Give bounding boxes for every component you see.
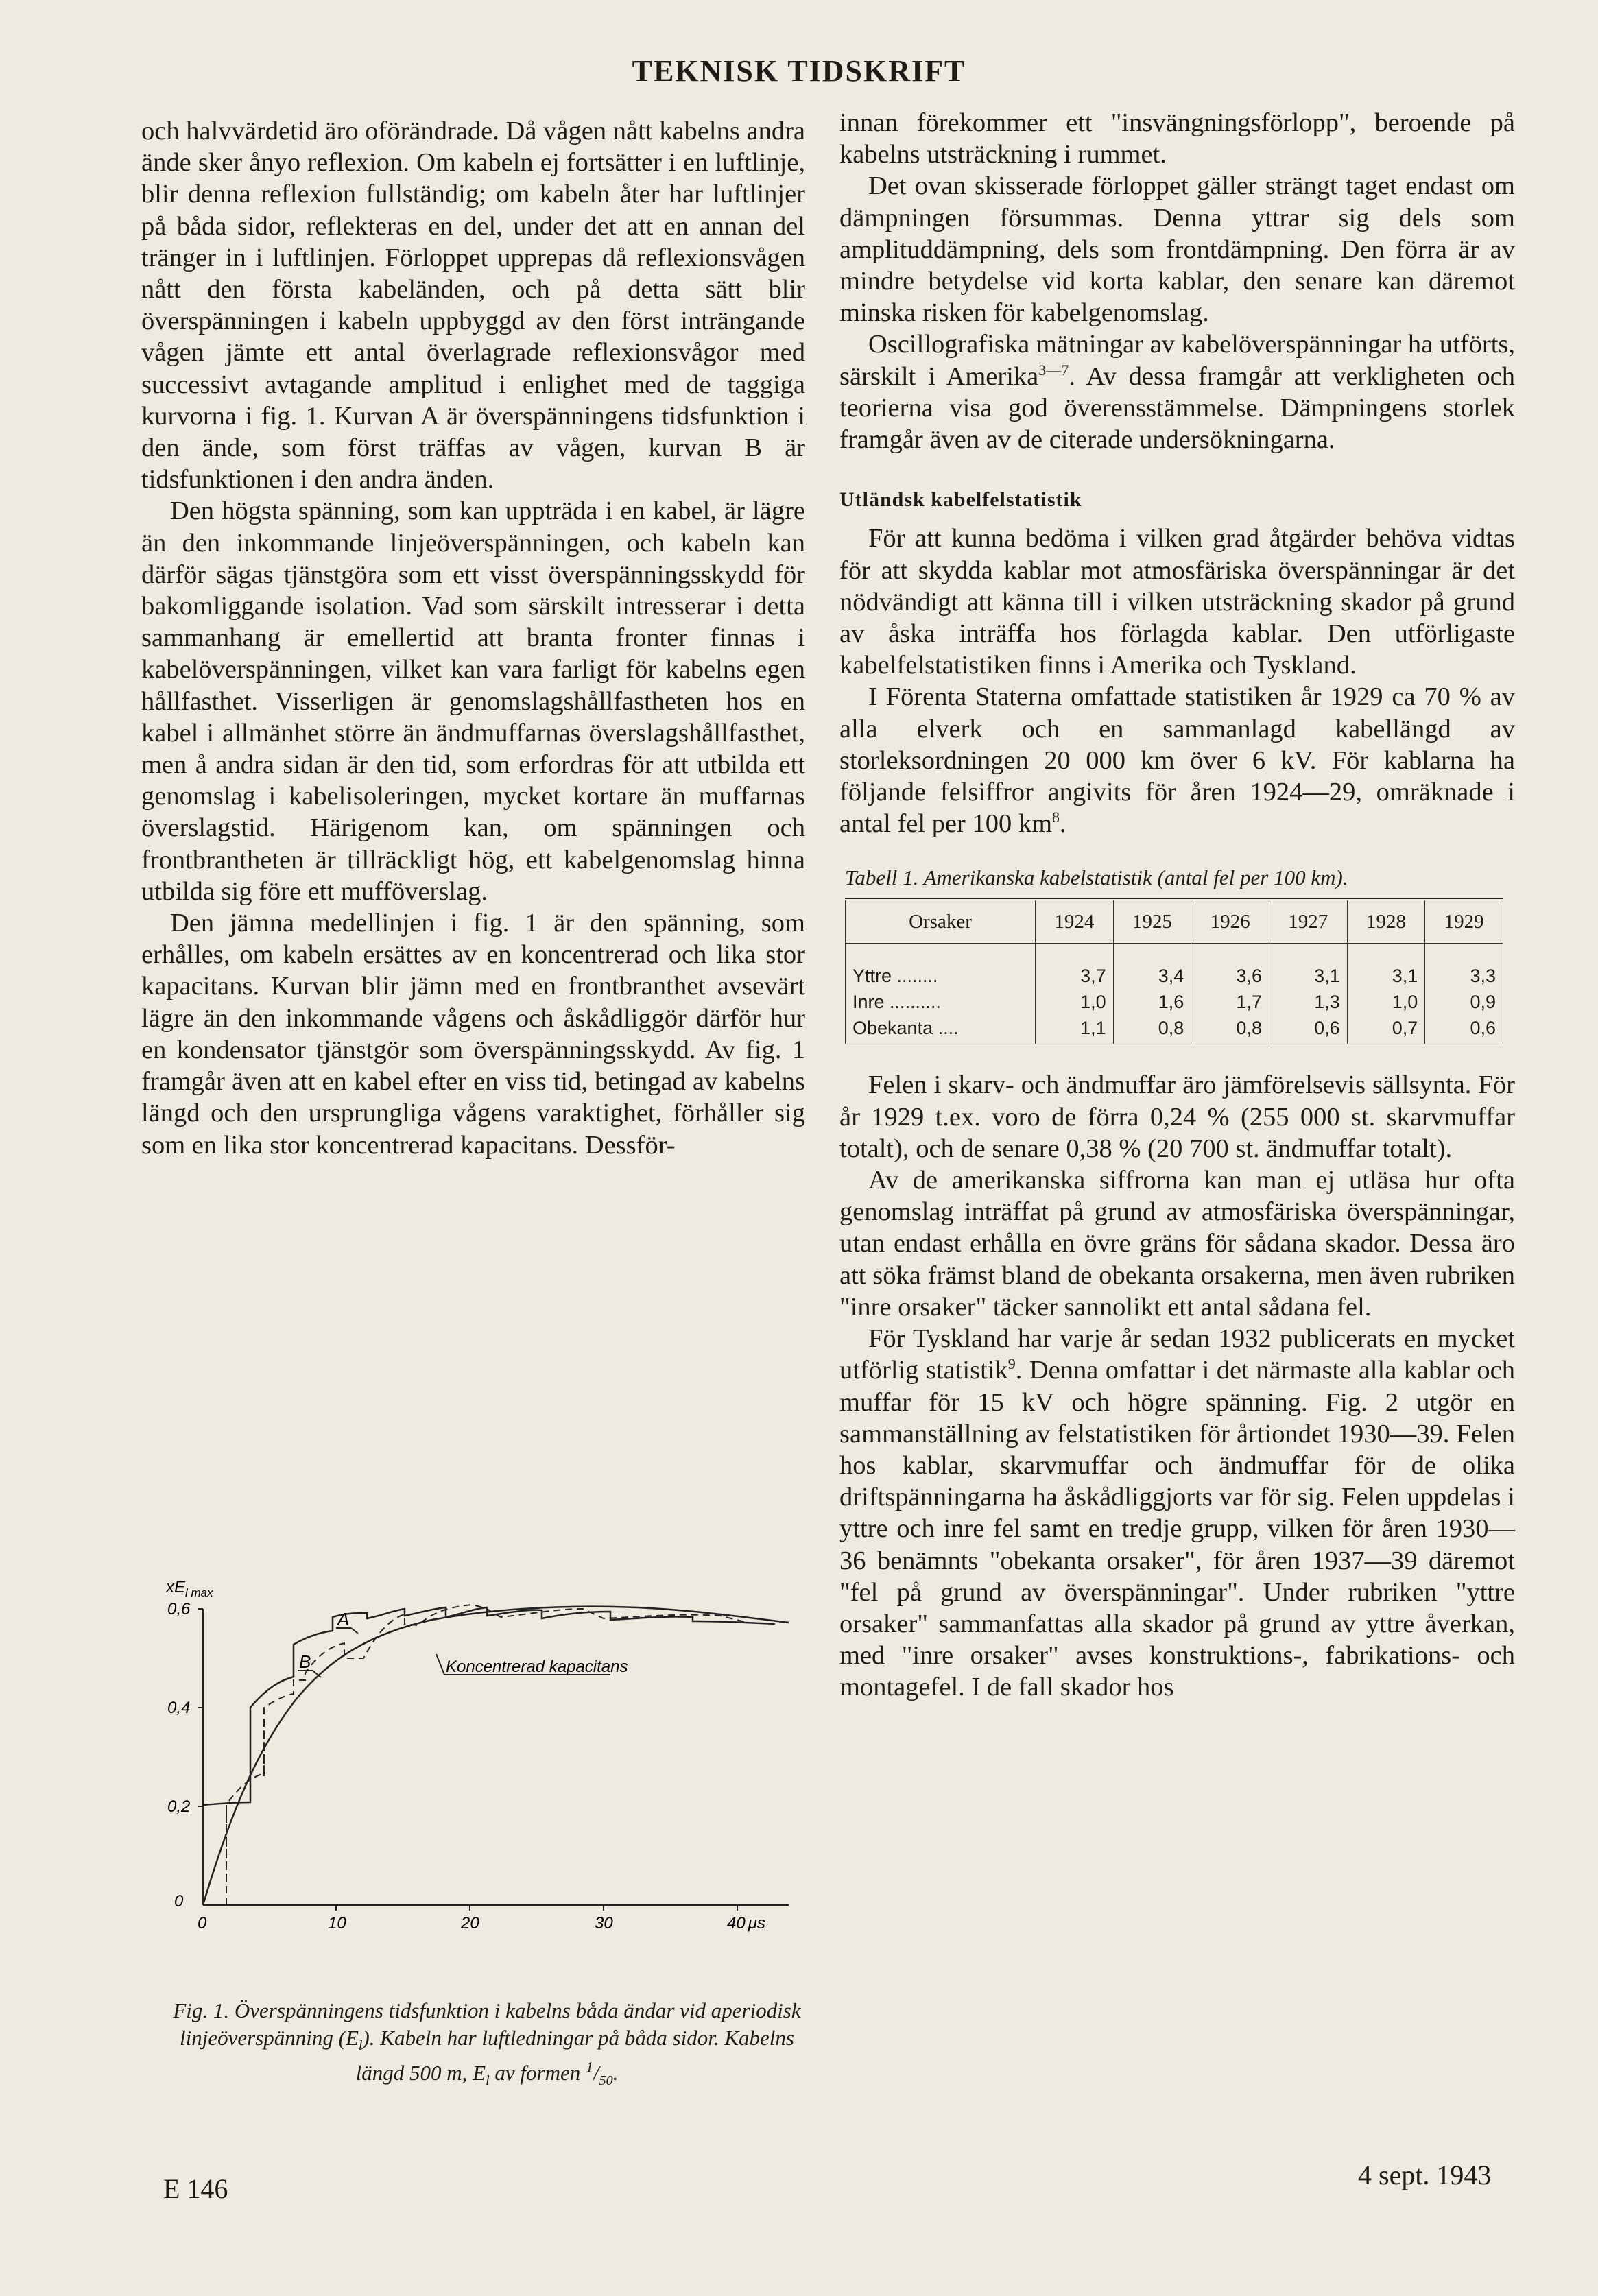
right-paragraph-2: Det ovan skisserade förloppet gäller strängt taget endast om dämpningen försummas. Denna yttrar sig dels som amplituddämpning, dels som frontdämpning. Den förra är av mindre betydelse vid korta kablar, den senare kan däremot minska risken för kabelgenomslag. (839, 171, 1515, 328)
x-tick-label: 0 (198, 1914, 207, 1933)
table-cell: 0,8 (1113, 1015, 1191, 1044)
table-cell: 0,7 (1347, 1015, 1425, 1044)
right-paragraph-4: För att kunna bedöma i vilken grad åtgärder behöva vidtas för att skydda kablar mot atmosfäriska överspänningar är det nödvändigt att känna till i vilken utsträckning skador på grund av åska inträffa hos förlagda kablar. Den utförligaste kabelfelstatistiken finns i Amerika och Tyskland. (839, 524, 1515, 680)
table-cell: Yttre ........ (846, 944, 1036, 990)
curve-A (203, 1607, 775, 1905)
table-header: 1926 (1191, 900, 1269, 944)
right-paragraph-3: Oscillografiska mätningar av kabelöverspänningar ha utförts, särskilt i Amerika$^{3—7}$. Av dessa framgår att verkligheten och teorierna visa god överensstämmelse. Dämpningens storlek framgår även av de citerade undersökningarna. (839, 330, 1515, 455)
table-cell: 3,6 (1191, 944, 1269, 990)
table-header: 1928 (1347, 900, 1425, 944)
concentrated-capacitance-curve (203, 1607, 789, 1905)
y-tick-label: 0,6 (167, 1600, 191, 1618)
issue-date: 4 sept. 1943 (1358, 2160, 1492, 2190)
right-paragraph-7: Av de amerikanska siffrorna kan man ej utläsa hur ofta genomslag inträffat på grund av atmosfäriska överspänningar, utan endast erhålla en övre gräns för sådana skador. Dessa äro att söka främst bland de obekanta orsakerna, men även rubriken "inre orsaker" täcker sannolikt ett antal sådana fel. (839, 1166, 1515, 1322)
right-paragraph-5: I Förenta Staterna omfattade statistiken år 1929 ca 70 % av alla elverk och en sammanlagd kabellängd av storleksordningen 20 000 km över 6 kV. För kablarna ha följande felsiffror angivits för åren 1924—29, omräknade i antal fel per 100 $km^8$. (839, 682, 1515, 839)
table-cell: 3,4 (1113, 944, 1191, 990)
table-cell: Obekanta .... (846, 1015, 1036, 1044)
y-tick-label: 0,2 (167, 1797, 191, 1816)
right-column (839, 107, 1515, 1703)
table-cell: 0,9 (1425, 989, 1503, 1015)
table-cell: 3,1 (1347, 944, 1425, 990)
left-column (141, 115, 805, 1161)
table-cell: 3,3 (1425, 944, 1503, 990)
left-paragraph-2: Den högsta spänning, som kan uppträda i en kabel, är lägre än den inkommande linjeöverspänningen, och kabeln kan därför sägas tjänstgöra som ett visst överspänningsskydd för bakomliggande isolation. Vad som särskilt intresserar i detta sammanhang är emellertid att branta fronter finnas i kabelöverspänningen, vilket kan vara farligt för kabelns egen hållfasthet. Visserligen är genomslagshållfastheten hos en kabel i allmänhet större än ändmuffarnas överslagshållfasthet, men å andra sidan är den tid, som erfordras för att utbilda ett genomslag i kabelisoleringen, mycket kortare än muffarnas överslagstid. Härigenom kan, om spänningen och frontbrantheten är tillräckligt hög, ett kabelgenomslag hinna utbilda sig före ett mufföverslag. (141, 497, 805, 906)
table-cell: 1,7 (1191, 989, 1269, 1015)
table-row (846, 1015, 1503, 1044)
table-header: 1924 (1036, 900, 1114, 944)
table-header-row (846, 900, 1503, 944)
label-concentrated-capacitance: Koncentrerad kapacitans (446, 1658, 628, 1676)
statistics-table (845, 898, 1503, 1044)
figure-1-plot (158, 1577, 830, 1961)
table-cell: 1,0 (1347, 989, 1425, 1015)
y-tick-label: 0,4 (167, 1699, 191, 1717)
table-cell: 3,7 (1036, 944, 1114, 990)
y-tick-label: 0 (174, 1892, 184, 1911)
figure-1-caption: Fig. 1. Överspänningens tidsfunktion i kabelns båda ändar vid aperiodisk linjeöverspänning $(E_l)$. Kabeln har luftledningar på båda sidor. Kabelns längd 500 m, $E_l$ av formen $^1/_{50}$. (173, 1998, 801, 2089)
table-header: 1925 (1113, 900, 1191, 944)
left-paragraph-1: och halvvärdetid äro oförändrade. Då vågen nått kabelns andra ände sker ånyo reflexion. Om kabeln ej fortsätter i en luftlinje, blir denna reflexion fullständig; om kabeln åter har luftlinjer på båda sidor, reflekteras en del, under det att en annan del tränger in i luftlinjen. Förloppet upprepas då reflexionsvågen nått den första kabeländen, och på detta sätt blir överspänningen i kabeln uppbyggd av den först inträngande vågen jämte ett antal överlagrade reflexionsvågor med successivt avtagande amplitud i enlighet med de taggiga kurvorna i fig. 1. Kurvan A är överspänningens tidsfunktion i den ände, som först träffas av vågen, kurvan B är tidsfunktionen i den andra änden. (141, 117, 805, 494)
x-tick-label: 10 (328, 1914, 346, 1933)
right-paragraph-8: För Tyskland har varje år sedan 1932 publicerats en mycket utförlig statistik$^9$. Denna omfattar i det närmaste alla kablar och muffar för 15 kV och högre spänning. Fig. 2 utgör en sammanställning av felstatistiken för årtiondet 1930—39. Felen hos kablar, skarvmuffar och ändmuffar för de olika driftspänningarna ha åskådliggjorts var för sig. Felen uppdelas i yttre och inre fel samt en tredje grupp, vilken för åren 1930—36 benämnts "obekanta orsaker", för åren 1937—39 däremot "fel på grund av överspänningar". Under rubriken "yttre orsaker" sammanfattas alla skador på grund av yttre åverkan, med "inre orsaker" avses konstruktions-, fabrikations- och montagefel. I de fall skador hos (839, 1324, 1515, 1702)
x-tick-label: 30 (595, 1914, 613, 1933)
section-heading: Utländsk kabelfelstatistik (839, 488, 1082, 512)
table-row (846, 989, 1503, 1015)
right-paragraph-1: innan förekommer ett "insvängningsförlopp", beroende på kabelns utsträckning i rummet. (839, 108, 1515, 169)
table-header: Orsaker (846, 900, 1036, 944)
table-cell: 0,8 (1191, 1015, 1269, 1044)
y-axis-label: $xE_{l max}$ (166, 1578, 213, 1599)
table-caption: Tabell 1. Amerikanska kabelstatistik (antal fel per 100 km). (845, 865, 1348, 890)
x-tick-label: 20 (461, 1914, 479, 1933)
right-paragraph-6: Felen i skarv- och ändmuffar äro jämförelsevis sällsynta. För år 1929 t.ex. voro de förra 0,24 % (255 000 st. skarvmuffar totalt), och de senare 0,38 % (20 700 st. ändmuffar totalt). (839, 1071, 1515, 1163)
x-tick-label: 40 μs (727, 1914, 765, 1933)
table-cell: 3,1 (1269, 944, 1347, 990)
label-A: A (337, 1609, 350, 1629)
table-row (846, 944, 1503, 990)
table-cell: 0,6 (1425, 1015, 1503, 1044)
table-cell: 1,6 (1113, 989, 1191, 1015)
left-paragraph-3: Den jämna medellinjen i fig. 1 är den spänning, som erhålles, om kabeln ersättes av en koncentrerad och lika stor kapacitans. Kurvan blir jämn med en frontbranthet avsevärt lägre än den inkommande vågens och åskådliggör därför hur en kondensator tjänstgör som överspänningsskydd. Av fig. 1 framgår även att en kabel efter en viss tid, betingad av kabelns längd och den ursprungliga vågens varaktighet, förhåller sig som en lika stor koncentrerad kapacitans. Dessför- (141, 909, 805, 1160)
table-header: 1929 (1425, 900, 1503, 944)
page-number: E 146 (163, 2173, 228, 2204)
label-B: B (299, 1651, 311, 1672)
figure-1 (158, 1577, 830, 1961)
journal-title: TEKNISK TIDSKRIFT (632, 54, 966, 88)
table-cell: 1,1 (1036, 1015, 1114, 1044)
table-cell: Inre .......... (846, 989, 1036, 1015)
table-cell: 1,0 (1036, 989, 1114, 1015)
table-header: 1927 (1269, 900, 1347, 944)
table-cell: 1,3 (1269, 989, 1347, 1015)
table-cell: 0,6 (1269, 1015, 1347, 1044)
curve-B (226, 1605, 748, 1905)
